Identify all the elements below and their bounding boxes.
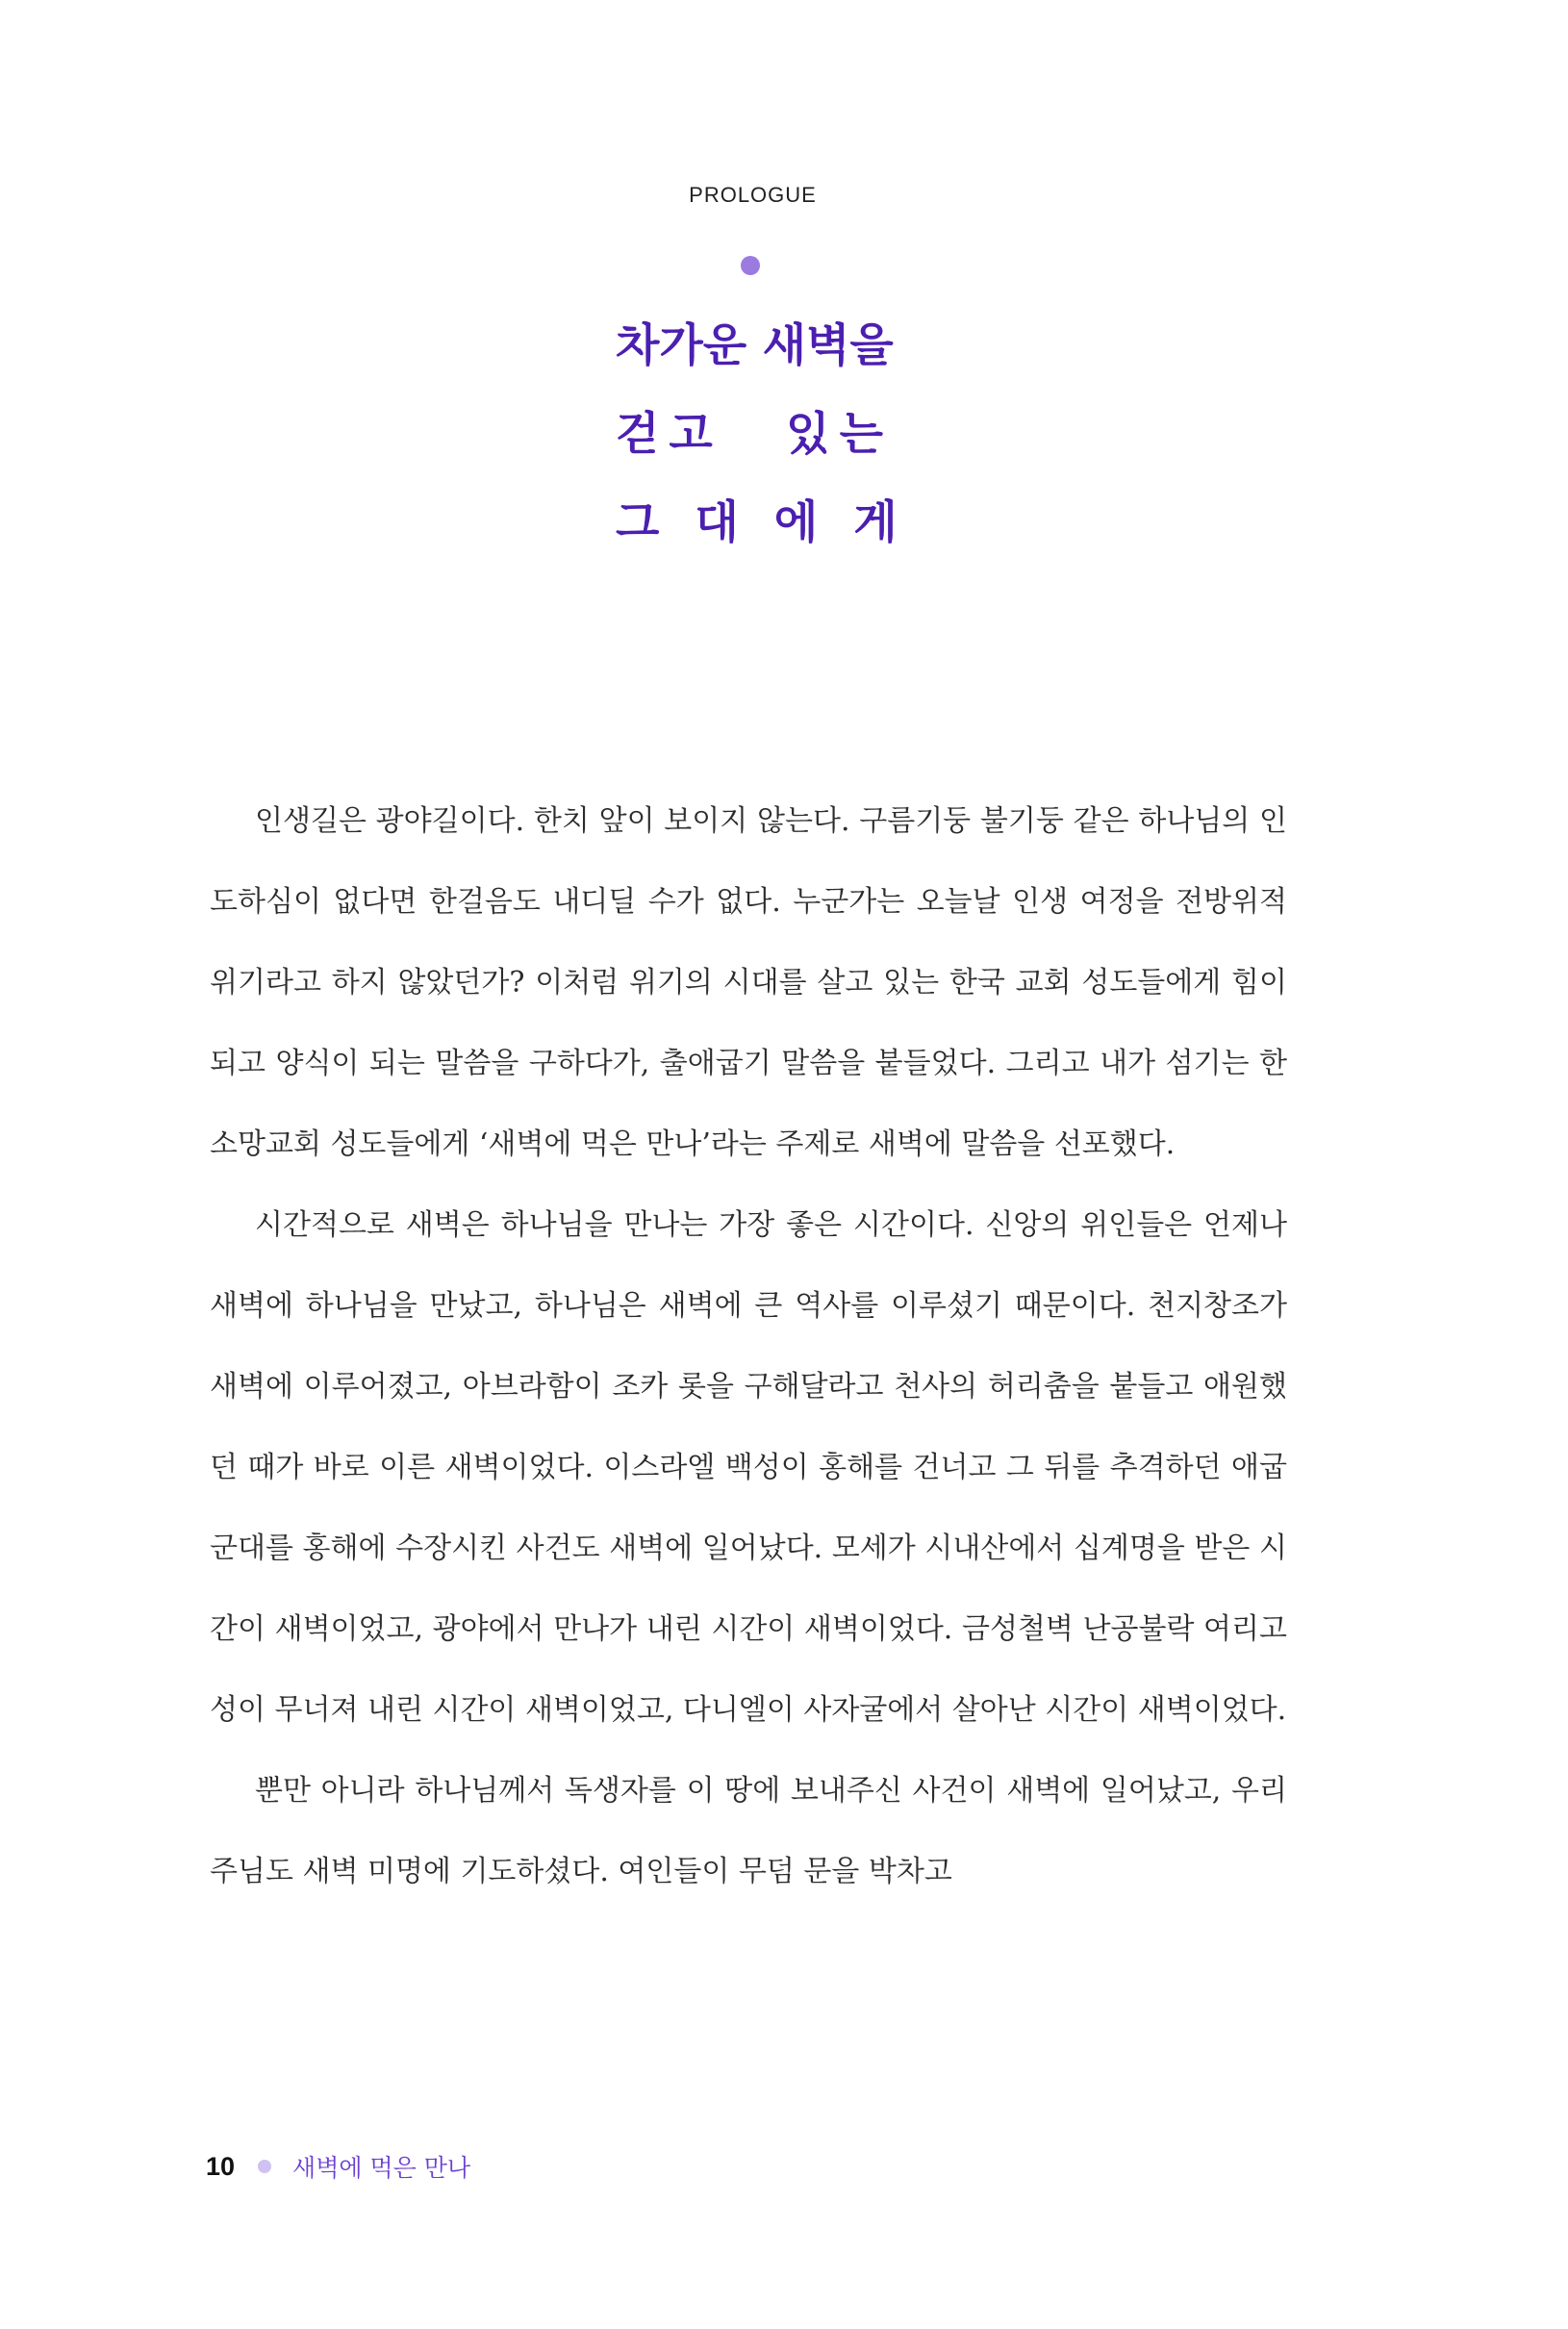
- title-line-2: 걷고 있는: [616, 408, 893, 461]
- title-line-3: 그대에게: [616, 496, 933, 549]
- paragraph-2: 시간적으로 새벽은 하나님을 만나는 가장 좋은 시간이다. 신앙의 위인들은 언제나 새벽에 하나님을 만났고, 하나님은 새벽에 큰 역사를 이루셨기 때문이다. 천지창조가 새벽에 이루어졌고, 아브라함이 조카 롯을 구해달라고 천사의 허리춤을 붙들고 애원했던 때가 바로 이른 새벽이었다. 이스라엘 백성이 홍해를 건너고 그 뒤를 추격하던 애굽 군대를 홍해에 수장시킨 사건도 새벽에 일어났다. 모세가 시내산에서 십계명을 받은 시간이 새벽이었고, 광야에서 만나가 내린 시간이 새벽이었다. 금성철벽 난공불락 여리고 성이 무너져 내린 시간이 새벽이었고, 다니엘이 사자굴에서 살아난 시간이 새벽이었다.: [210, 1208, 1287, 1727]
- page-number: 10: [206, 2151, 236, 2181]
- paragraph-3: 뿐만 아니라 하나님께서 독생자를 이 땅에 보내주신 사건이 새벽에 일어났고, 우리 주님도 새벽 미명에 기도하셨다. 여인들이 무덤 문을 박차고: [210, 1774, 1287, 1888]
- body-text: [210, 781, 1287, 1912]
- page-footer: [206, 2147, 470, 2186]
- title-dot-ornament: [741, 256, 760, 275]
- footer-dot-ornament: [258, 2160, 271, 2173]
- paragraph-1: 인생길은 광야길이다. 한치 앞이 보이지 않는다. 구름기둥 불기둥 같은 하나님의 인도하심이 없다면 한걸음도 내디딜 수가 없다. 누군가는 오늘날 인생 여정을 전방위적 위기라고 하지 않았던가? 이처럼 위기의 시대를 살고 있는 한국 교회 성도들에게 힘이 되고 양식이 되는 말씀을 구하다가, 출애굽기 말씀을 붙들었다. 그리고 내가 섬기는 한소망교회 성도들에게 ‘새벽에 먹은 만나’라는 주제로 새벽에 말씀을 선포했다.: [210, 804, 1287, 1161]
- running-book-title: 새벽에 먹은 만나: [292, 2154, 470, 2182]
- title-line-1: 차가운 새벽을: [616, 319, 894, 372]
- section-label: PROLOGUE: [689, 183, 817, 207]
- chapter-title: [616, 317, 933, 583]
